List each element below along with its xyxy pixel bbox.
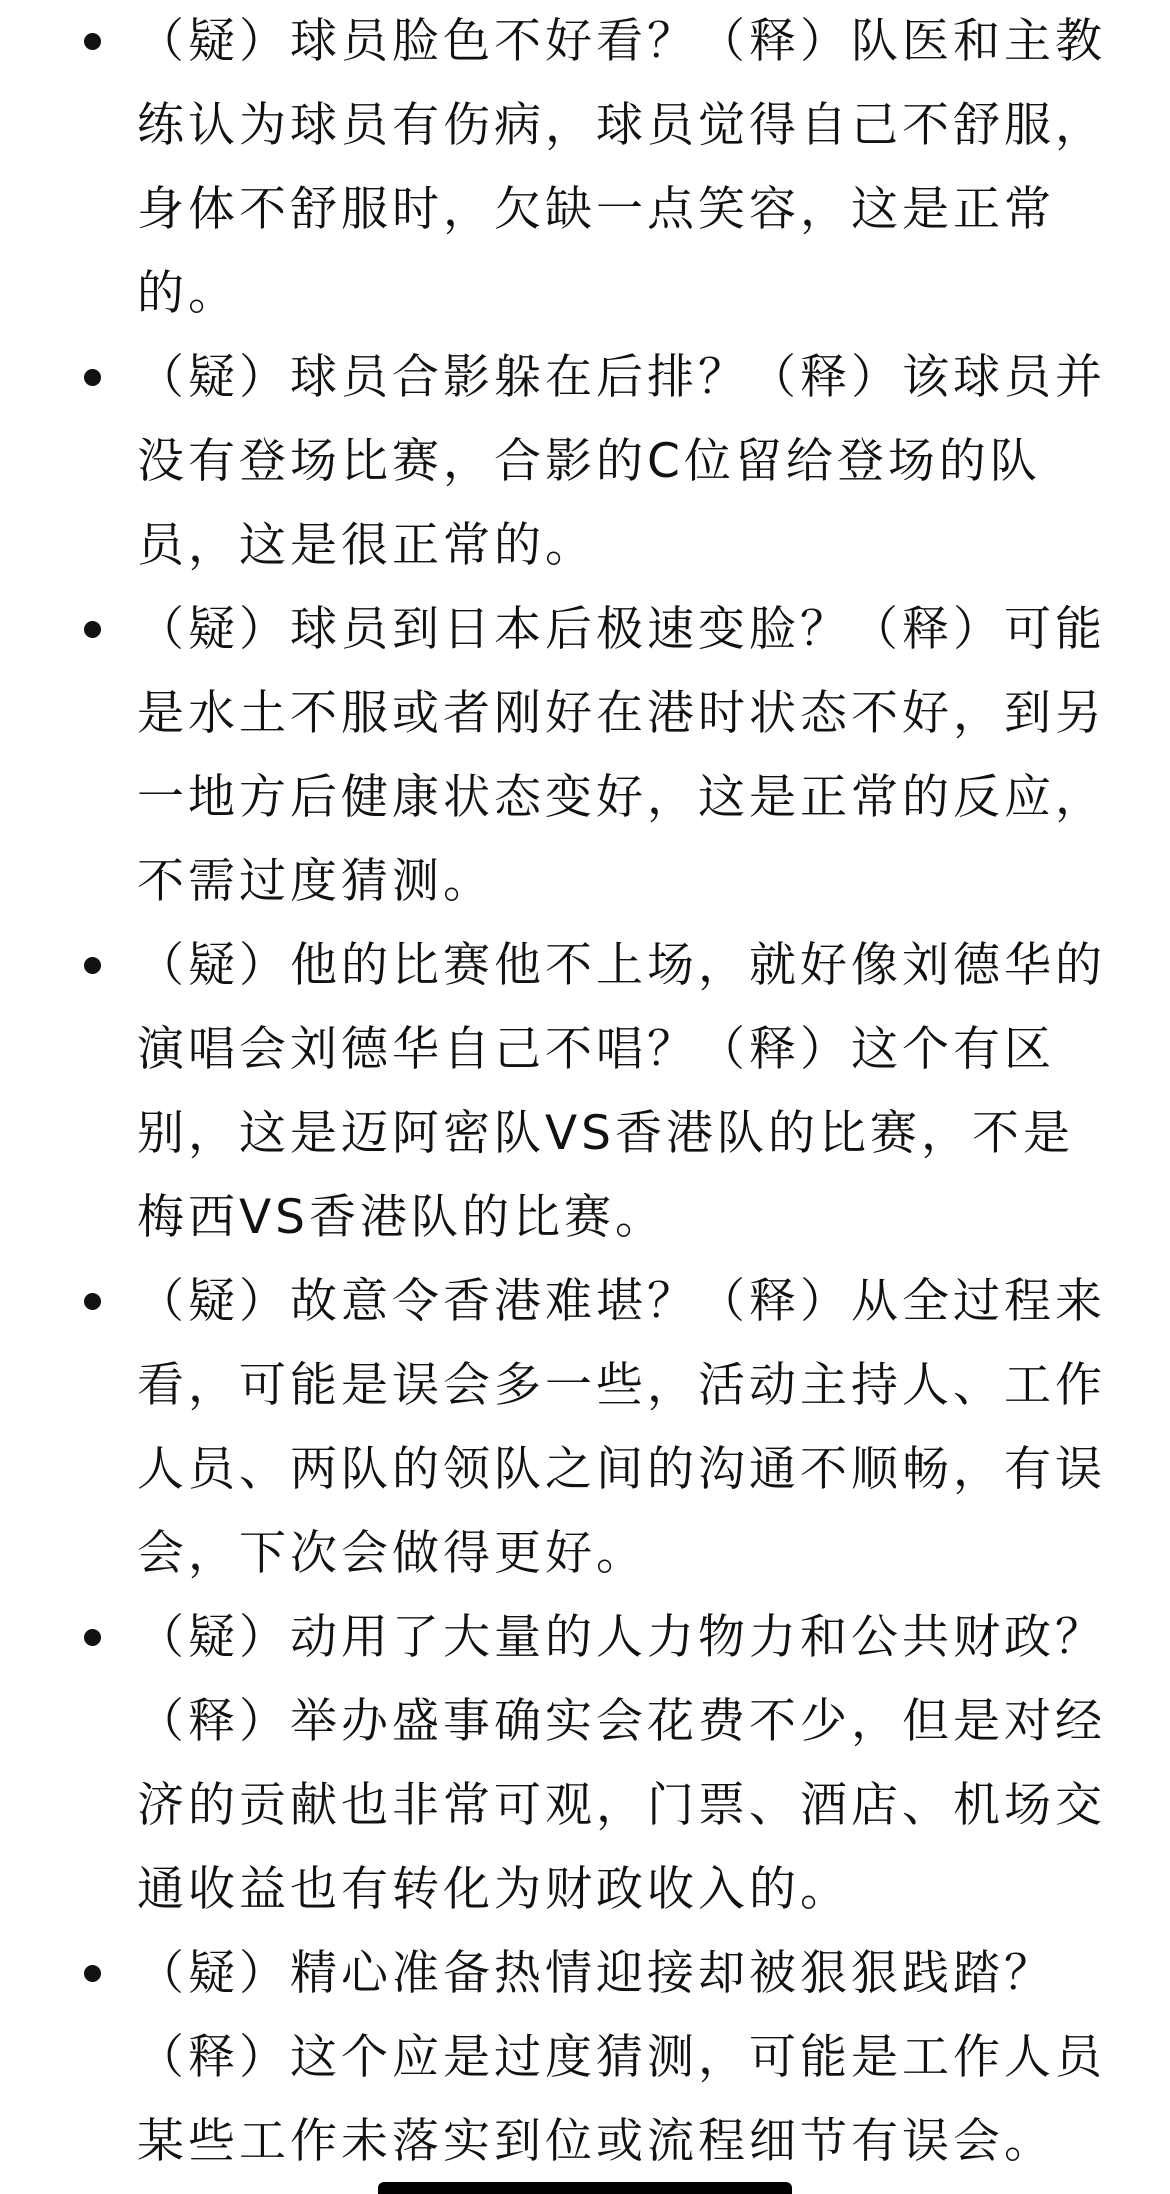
bullet-dot-icon [84,957,101,974]
list-item-text: （疑）精心准备热情迎接却被狠狠践踏？（释）这个应是过度猜测，可能是工作人员某些工作未落实到位或流程细节有误会。 [137,1946,1106,2169]
bullet-dot-icon [84,369,101,386]
list-item-text: （疑）球员到日本后极速变脸？（释）可能是水土不服或者刚好在港时状态不好，到另一地方后健康状态变好，这是正常的反应，不需过度猜测。 [137,602,1106,909]
home-indicator-bar[interactable] [378,2182,792,2194]
list-item-text: （疑）故意令香港难堪？（释）从全过程来看，可能是误会多一些，活动主持人、工作人员、两队的领队之间的沟通不顺畅，有误会，下次会做得更好。 [137,1274,1106,1581]
list-item [0,1260,1170,1596]
bullet-dot-icon [84,33,101,50]
list-item [0,1596,1170,1932]
list-item [0,336,1170,588]
bullet-dot-icon [84,1965,101,1982]
list-item [0,588,1170,924]
list-item [0,0,1170,336]
list-item-text: （疑）球员合影躲在后排？（释）该球员并没有登场比赛，合影的C位留给登场的队员，这是很正常的。 [137,350,1106,573]
list-item-text: （疑）球员脸色不好看？（释）队医和主教练认为球员有伤病，球员觉得自己不舒服，身体不舒服时，欠缺一点笑容，这是正常的。 [137,14,1106,321]
list-item-text: （疑）他的比赛他不上场，就好像刘德华的演唱会刘德华自己不唱？（释）这个有区别，这是迈阿密队VS香港队的比赛，不是梅西VS香港队的比赛。 [137,938,1106,1245]
list-item-text: （疑）动用了大量的人力物力和公共财政？（释）举办盛事确实会花费不少，但是对经济的贡献也非常可观，门票、酒店、机场交通收益也有转化为财政收入的。 [137,1610,1106,1917]
bullet-dot-icon [84,621,101,638]
bullet-dot-icon [84,1293,101,1310]
list-item [0,1932,1170,2184]
bullet-dot-icon [84,1629,101,1646]
list-item [0,924,1170,1260]
